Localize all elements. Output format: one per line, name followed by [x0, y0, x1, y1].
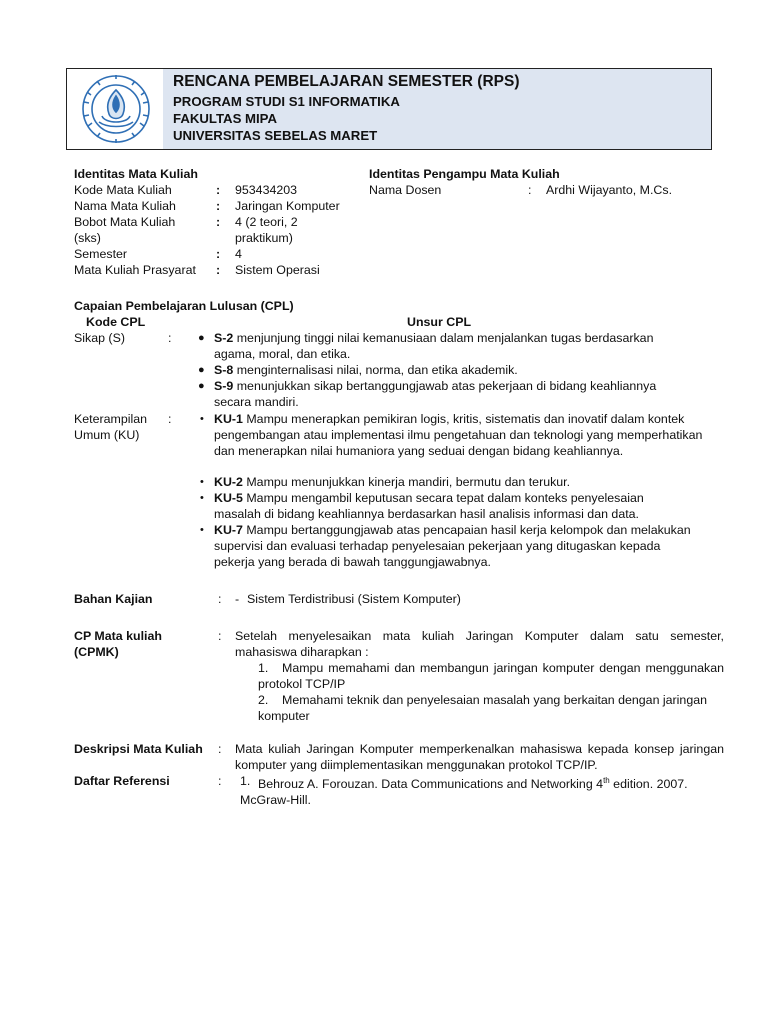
deskripsi-label: Deskripsi Mata Kuliah [74, 742, 203, 756]
bahan-kajian-label: Bahan Kajian [74, 592, 153, 606]
cpl-code: KU-2 [214, 475, 243, 489]
cpmk-intro: Setelah menyelesaikan mata kuliah Jaringan Komputer dalam satu semester, mahasiswa diharapkan : [235, 629, 724, 660]
bullet-icon: • [200, 492, 204, 504]
kode-mk-value: 953434203 [235, 183, 298, 197]
cpmk-item-1-text: Mampu memahami dan membangun jaringan komputer dengan menggunakan protokol TCP/IP [258, 661, 724, 692]
cpl-code: S-9 [214, 379, 234, 393]
program-name: PROGRAM STUDI S1 INFORMATIKA [173, 94, 400, 109]
semester-label: Semester [74, 247, 128, 261]
header-title-cell [163, 69, 711, 149]
dosen-label: Nama Dosen [369, 183, 442, 197]
cpl-code: KU-7 [214, 523, 243, 537]
cpl-code: KU-5 [214, 491, 243, 505]
cpl-item-ku2 [214, 474, 709, 490]
cpl-text: Mampu bertanggungjawab atas pencapaian hasil kerja kelompok dan melakukan supervisi dan evaluasi terhadap penyelesaian pekerjaan yang ditugaskan kepada pekerja yang berada di bawah tanggungjawabnya. [214, 523, 691, 570]
university-logo-icon [75, 72, 157, 146]
cpl-code: S-8 [214, 363, 234, 377]
bullet-icon: ● [198, 332, 205, 344]
cpmk-item-2-text: Memahami teknik dan penyelesaian masalah yang berkaitan dengan jaringan komputer [258, 693, 707, 724]
cpl-item-s8 [214, 362, 694, 378]
faculty-name: FAKULTAS MIPA [173, 111, 278, 126]
deskripsi-value: Mata kuliah Jaringan Komputer memperkenalkan mahasiswa kepada konsep jaringan komputer yang diimplementasikan menggunakan protokol TCP/IP. [235, 742, 724, 773]
logo-cell [67, 69, 163, 149]
cpl-text: Mampu menunjukkan kinerja mandiri, bermutu dan terukur. [242, 475, 571, 489]
kode-mk-label: Kode Mata Kuliah [74, 183, 172, 197]
referensi-label: Daftar Referensi [74, 774, 170, 788]
cpl-text: menjunjung tinggi nilai kemanusiaan dalam menjalankan tugas berdasarkan agama, moral, dan etika. [214, 331, 654, 362]
kode-mk-sep: : [216, 183, 221, 197]
bullet-icon: ● [198, 380, 205, 392]
cpmk-sep: : [218, 629, 222, 643]
semester-sep: : [216, 247, 221, 261]
bullet-icon: • [200, 524, 204, 536]
rps-header [66, 68, 712, 150]
document-title: RENCANA PEMBELAJARAN SEMESTER (RPS) [173, 73, 520, 90]
deskripsi-sep: : [218, 742, 222, 756]
bobot-mk-value: 4 (2 teori, 2 [235, 215, 298, 229]
cpl-item-ku5 [214, 490, 684, 522]
cpl-item-ku1 [214, 411, 709, 460]
dosen-value: Ardhi Wijayanto, M.Cs. [546, 183, 673, 197]
referensi-text-b: edition. 2007. McGraw-Hill. [240, 777, 688, 808]
referensi-item-1 [240, 773, 720, 809]
bobot-mk-label: Bobot Mata Kuliah [74, 215, 176, 229]
cpl-text: Mampu mengambil keputusan secara tepat dalam konteks penyelesaian masalah di bidang keahliannya berdasarkan hasil analisis informasi dan data. [214, 491, 644, 522]
bullet-icon: • [200, 476, 204, 488]
nama-mk-label: Nama Mata Kuliah [74, 199, 176, 213]
university-name: UNIVERSITAS SEBELAS MARET [173, 128, 378, 143]
bahan-kajian-value: Sistem Terdistribusi (Sistem Komputer) [247, 592, 461, 606]
ku-sep: : [168, 412, 172, 426]
bahan-kajian-dash: - [235, 592, 240, 606]
bobot-mk-sep: : [216, 215, 221, 229]
cpl-col-kode: Kode CPL [86, 315, 146, 329]
nama-mk-value: Jaringan Komputer [235, 199, 340, 213]
cpl-code: S-2 [214, 331, 234, 345]
ku-label: Keterampilan [74, 412, 148, 426]
ku-label-2: Umum (KU) [74, 428, 140, 442]
identitas-dosen-heading: Identitas Pengampu Mata Kuliah [369, 167, 560, 181]
cpl-heading: Capaian Pembelajaran Lulusan (CPL) [74, 299, 294, 313]
cpl-code: KU-1 [214, 412, 243, 426]
cpl-col-unsur: Unsur CPL [407, 315, 472, 329]
sikap-label: Sikap (S) [74, 331, 125, 345]
cpl-item-s9 [214, 378, 684, 410]
cpl-item-ku7 [214, 522, 704, 571]
bobot-mk-label-sks: (sks) [74, 231, 101, 245]
bobot-mk-value-line2: praktikum) [235, 231, 293, 245]
referensi-num: 1. [240, 774, 251, 788]
cpl-text: Mampu menerapkan pemikiran logis, kritis, sistematis dan inovatif dalam kontek pengembangan atau implementasi ilmu pengetahuan dan teknologi yang memperhatikan dan menerapkan nilai humaniora yang seduai dengan bidang keahliannya. [214, 412, 703, 459]
cpl-text: menginternalisasi nilai, norma, dan etika akademik. [233, 363, 518, 377]
dosen-sep: : [528, 183, 532, 197]
cpl-text: menunjukkan sikap bertanggungjawab atas pekerjaan di bidang keahliannya secara mandiri. [214, 379, 657, 410]
cpmk-label: CP Mata kuliah [74, 629, 162, 643]
semester-value: 4 [235, 247, 242, 261]
identitas-mk-heading: Identitas Mata Kuliah [74, 167, 198, 181]
cpmk-label-2: (CPMK) [74, 645, 119, 659]
bullet-icon: • [200, 413, 204, 425]
cpmk-item-1-num: 1. [258, 661, 269, 675]
cpmk-item-2-num: 2. [258, 693, 269, 707]
prasyarat-value: Sistem Operasi [235, 263, 320, 277]
sikap-sep: : [168, 331, 172, 345]
referensi-text-a: Behrouz A. Forouzan. Data Communications and Networking 4 [258, 777, 604, 792]
bahan-kajian-sep: : [218, 592, 222, 606]
cpl-item-s2 [214, 330, 684, 362]
referensi-sep: : [218, 774, 222, 788]
bullet-icon: ● [198, 364, 205, 376]
referensi-sup: th [603, 776, 610, 785]
prasyarat-sep: : [216, 263, 221, 277]
prasyarat-label: Mata Kuliah Prasyarat [74, 263, 196, 277]
nama-mk-sep: : [216, 199, 221, 213]
